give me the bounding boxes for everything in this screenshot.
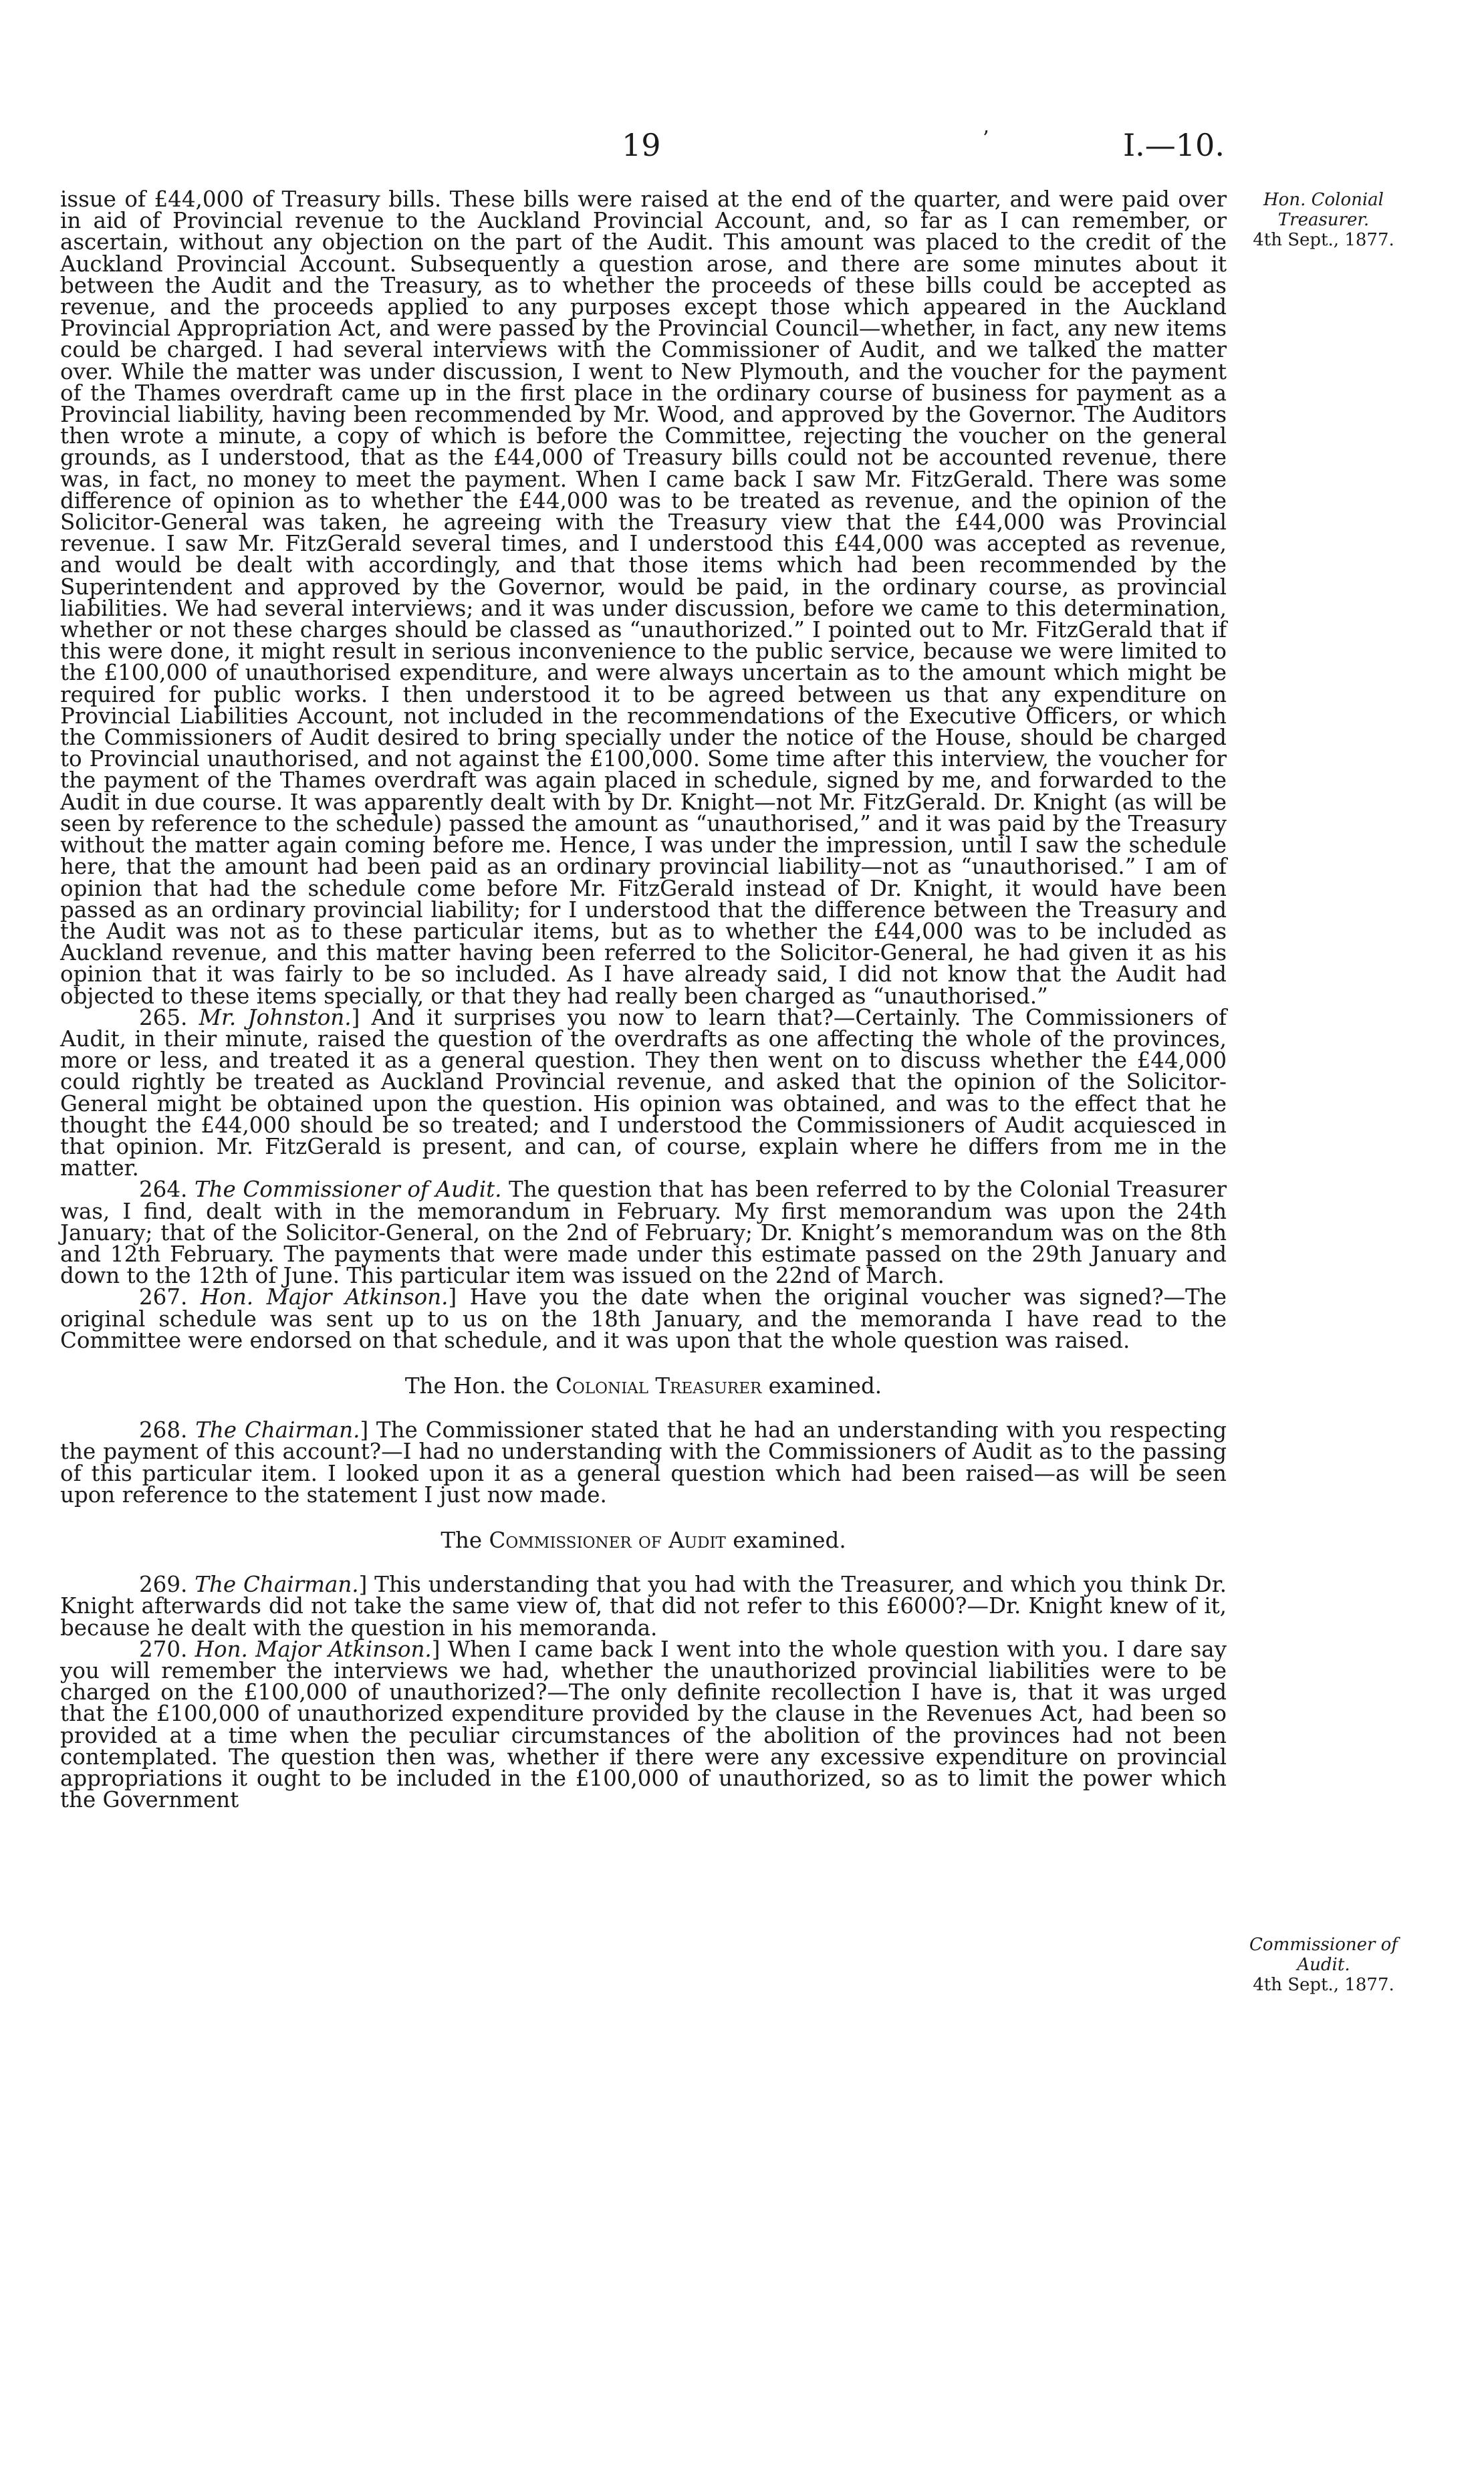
speaker: Hon. Major Atkinson.	[200, 1284, 449, 1310]
document-code: I.—10.	[1123, 127, 1225, 163]
speaker: The Chairman.	[195, 1417, 360, 1443]
paragraph-268: 268. The Chairman.] The Commissioner stated that he had an understanding with you respecting the payment of this account?—I had no understanding with the Commissioners of Audit as to the passing of this particular item. I looked upon it as a general question which had been raised—as will be seen upon reference to the statement I just now made.	[60, 1417, 1227, 1508]
margin-note-role: Hon. Colonial Treasurer.	[1263, 190, 1384, 230]
main-text	[60, 187, 1227, 1813]
page-header	[0, 127, 1484, 174]
page-number: 19	[622, 127, 661, 163]
margin-note-treasurer	[1243, 190, 1404, 250]
paragraph-267: 267. Hon. Major Atkinson.] Have you the date when the original voucher was signed?—The original schedule was sent up to us on the 18th January, and the memoranda I have read to the Committee were endorsed on that schedule, and it was upon that the whole question was raised.	[60, 1284, 1227, 1353]
paragraph-265: 265. Mr. Johnston.] And it surprises you now to learn that?—Certainly. The Commissioners of Audit, in their minute, raised the question of the overdrafts as one affecting the whole of the provinces, more or less, and treated it as a general question. They then went on to discuss whether the £44,000 could rightly be treated as Auckland Provincial revenue, and asked that the opinion of the Solicitor-General might be obtained upon the question. His opinion was obtained, and was to the effect that he thought the £44,000 should be so treated; and I understood the Commissioners of Audit acquiesced in that opinion. Mr. FitzGerald is present, and can, of course, explain where he differs from me in the matter.	[60, 1004, 1227, 1181]
speaker: The Commissioner of Audit.	[194, 1177, 502, 1203]
speaker: Mr. Johnston.	[199, 1004, 352, 1030]
section-heading-commissioner: The Commissioner of Audit examined.	[441, 1527, 846, 1553]
paragraph-270: 270. Hon. Major Atkinson.] When I came back I went into the whole question with you. I dare say you will remember the interviews we had, whether the unauthorized provincial liabilities were to be charged on the £100,000 of unauthorized?—The only definite recollection I have is, that it was urged that the £100,000 of unauthorized expenditure provided by the clause in the Revenues Act, had been so provided at a time when the peculiar circumstances of the abolition of the provinces had not been contemplated. The question then was, whether if there were any excessive expenditure on provincial appropriations it ought to be included in the £100,000 of unauthorized, so as to limit the power which the Government	[60, 1636, 1227, 1813]
margin-note-date: 4th Sept., 1877.	[1253, 1975, 1394, 1995]
section-heading-treasurer: The Hon. the Colonial Treasurer examined.	[404, 1373, 882, 1399]
margin-note-commissioner	[1243, 1935, 1404, 1995]
stray-mark: ’	[983, 127, 989, 150]
speaker: Hon. Major Atkinson.	[195, 1636, 432, 1662]
paragraph-264: 264. The Commissioner of Audit. The question that has been referred to by the Colonial Treasurer was, I find, dealt with in the memorandum in February. My first memorandum was upon the 24th January; that of the Solicitor-General, on the 2nd of February; Dr. Knight’s memorandum was on the 8th and 12th February. The payments that were made under this estimate passed on the 29th January and down to the 12th of June. This particular item was issued on the 22nd of March.	[60, 1177, 1227, 1289]
speaker: The Chairman.	[195, 1572, 359, 1598]
paragraph-continuation: issue of £44,000 of Treasury bills. These bills were raised at the end of the quarter, and were paid over in aid of Provincial revenue to the Auckland Provincial Account, and, so far as I can remember, or ascertain, without any objection on the part of the Audit. This amount was placed to the credit of the Auckland Provincial Account. Subsequently a question arose, and there are some minutes about it between the Audit and the Treasury, as to whether the proceeds of these bills could be accepted as revenue, and the proceeds applied to any purposes except those which appeared in the Auckland Provincial Appropriation Act, and were passed by the Provincial Council—whether, in fact, any new items could be charged. I had several interviews with the Commissioner of Audit, and we talked the matter over. While the matter was under discussion, I went to New Plymouth, and the voucher for the payment of the Thames overdraft came up in the first place in the ordinary course of business for payment as a Provincial liability, having been recommended by Mr. Wood, and approved by the Governor. The Auditors then wrote a minute, a copy of which is before the Committee, rejecting the voucher on the general grounds, as I understood, that as the £44,000 of Treasury bills could not be accounted revenue, there was, in fact, no money to meet the payment. When I came back I saw Mr. FitzGerald. There was some difference of opinion as to whether the £44,000 was to be treated as revenue, and the opinion of the Solicitor-General was taken, he agreeing with the Treasury view that the £44,000 was Provincial revenue. I saw Mr. FitzGerald several times, and I understood this £44,000 was accepted as revenue, and would be dealt with accordingly, and that those items which had been recommended by the Superintendent and approved by the Governor, would be paid, in the ordinary course, as provincial liabilities. We had several interviews; and it was under discussion, before we came to this determination, whether or not these charges should be classed as “unauthorized.” I pointed out to Mr. FitzGerald that if this were done, it might result in serious inconvenience to the public service, because we were limited to the £100,000 of unauthorised expenditure, and were always uncertain as to the amount which might be required for public works. I then understood it to be agreed between us that any expenditure on Provincial Liabilities Account, not included in the recommendations of the Executive Officers, or which the Commissioners of Audit desired to bring specially under the notice of the House, should be charged to Provincial unauthorised, and not against the £100,000. Some time after this interview, the voucher for the payment of the Thames overdraft was again placed in schedule, signed by me, and forwarded to the Audit in due course. It was apparently dealt with by Dr. Knight—not Mr. FitzGerald. Dr. Knight (as will be seen by reference to the schedule) passed the amount as “unauthorised,” and it was paid by the Treasury without the matter again coming before me. Hence, I was under the impression, until I saw the schedule here, that the amount had been paid as an ordinary provincial liability—not as “unauthorised.” I am of opinion that had the schedule come before Mr. FitzGerald instead of Dr. Knight, it would have been passed as an ordinary provincial liability; for I understood that the difference between the Treasury and the Audit was not as to these particular items, but as to whether the £44,000 was to be included as Auckland revenue, and this matter having been referred to the Solicitor-General, he had given it as his opinion that it was fairly to be so included. As I have already said, I did not know that the Audit had objected to these items specially, or that they had really been charged as “unauthorised.”	[60, 187, 1227, 1009]
paragraph-269: 269. The Chairman.] This understanding that you had with the Treasurer, and which you think Dr. Knight afterwards did not take the same view of, that did not refer to this £6000?—Dr. Knight knew of it, because he dealt with the question in his memoranda.	[60, 1572, 1227, 1641]
margin-note-role: Commissioner of Audit.	[1249, 1935, 1398, 1975]
margin-note-date: 4th Sept., 1877.	[1253, 230, 1394, 250]
